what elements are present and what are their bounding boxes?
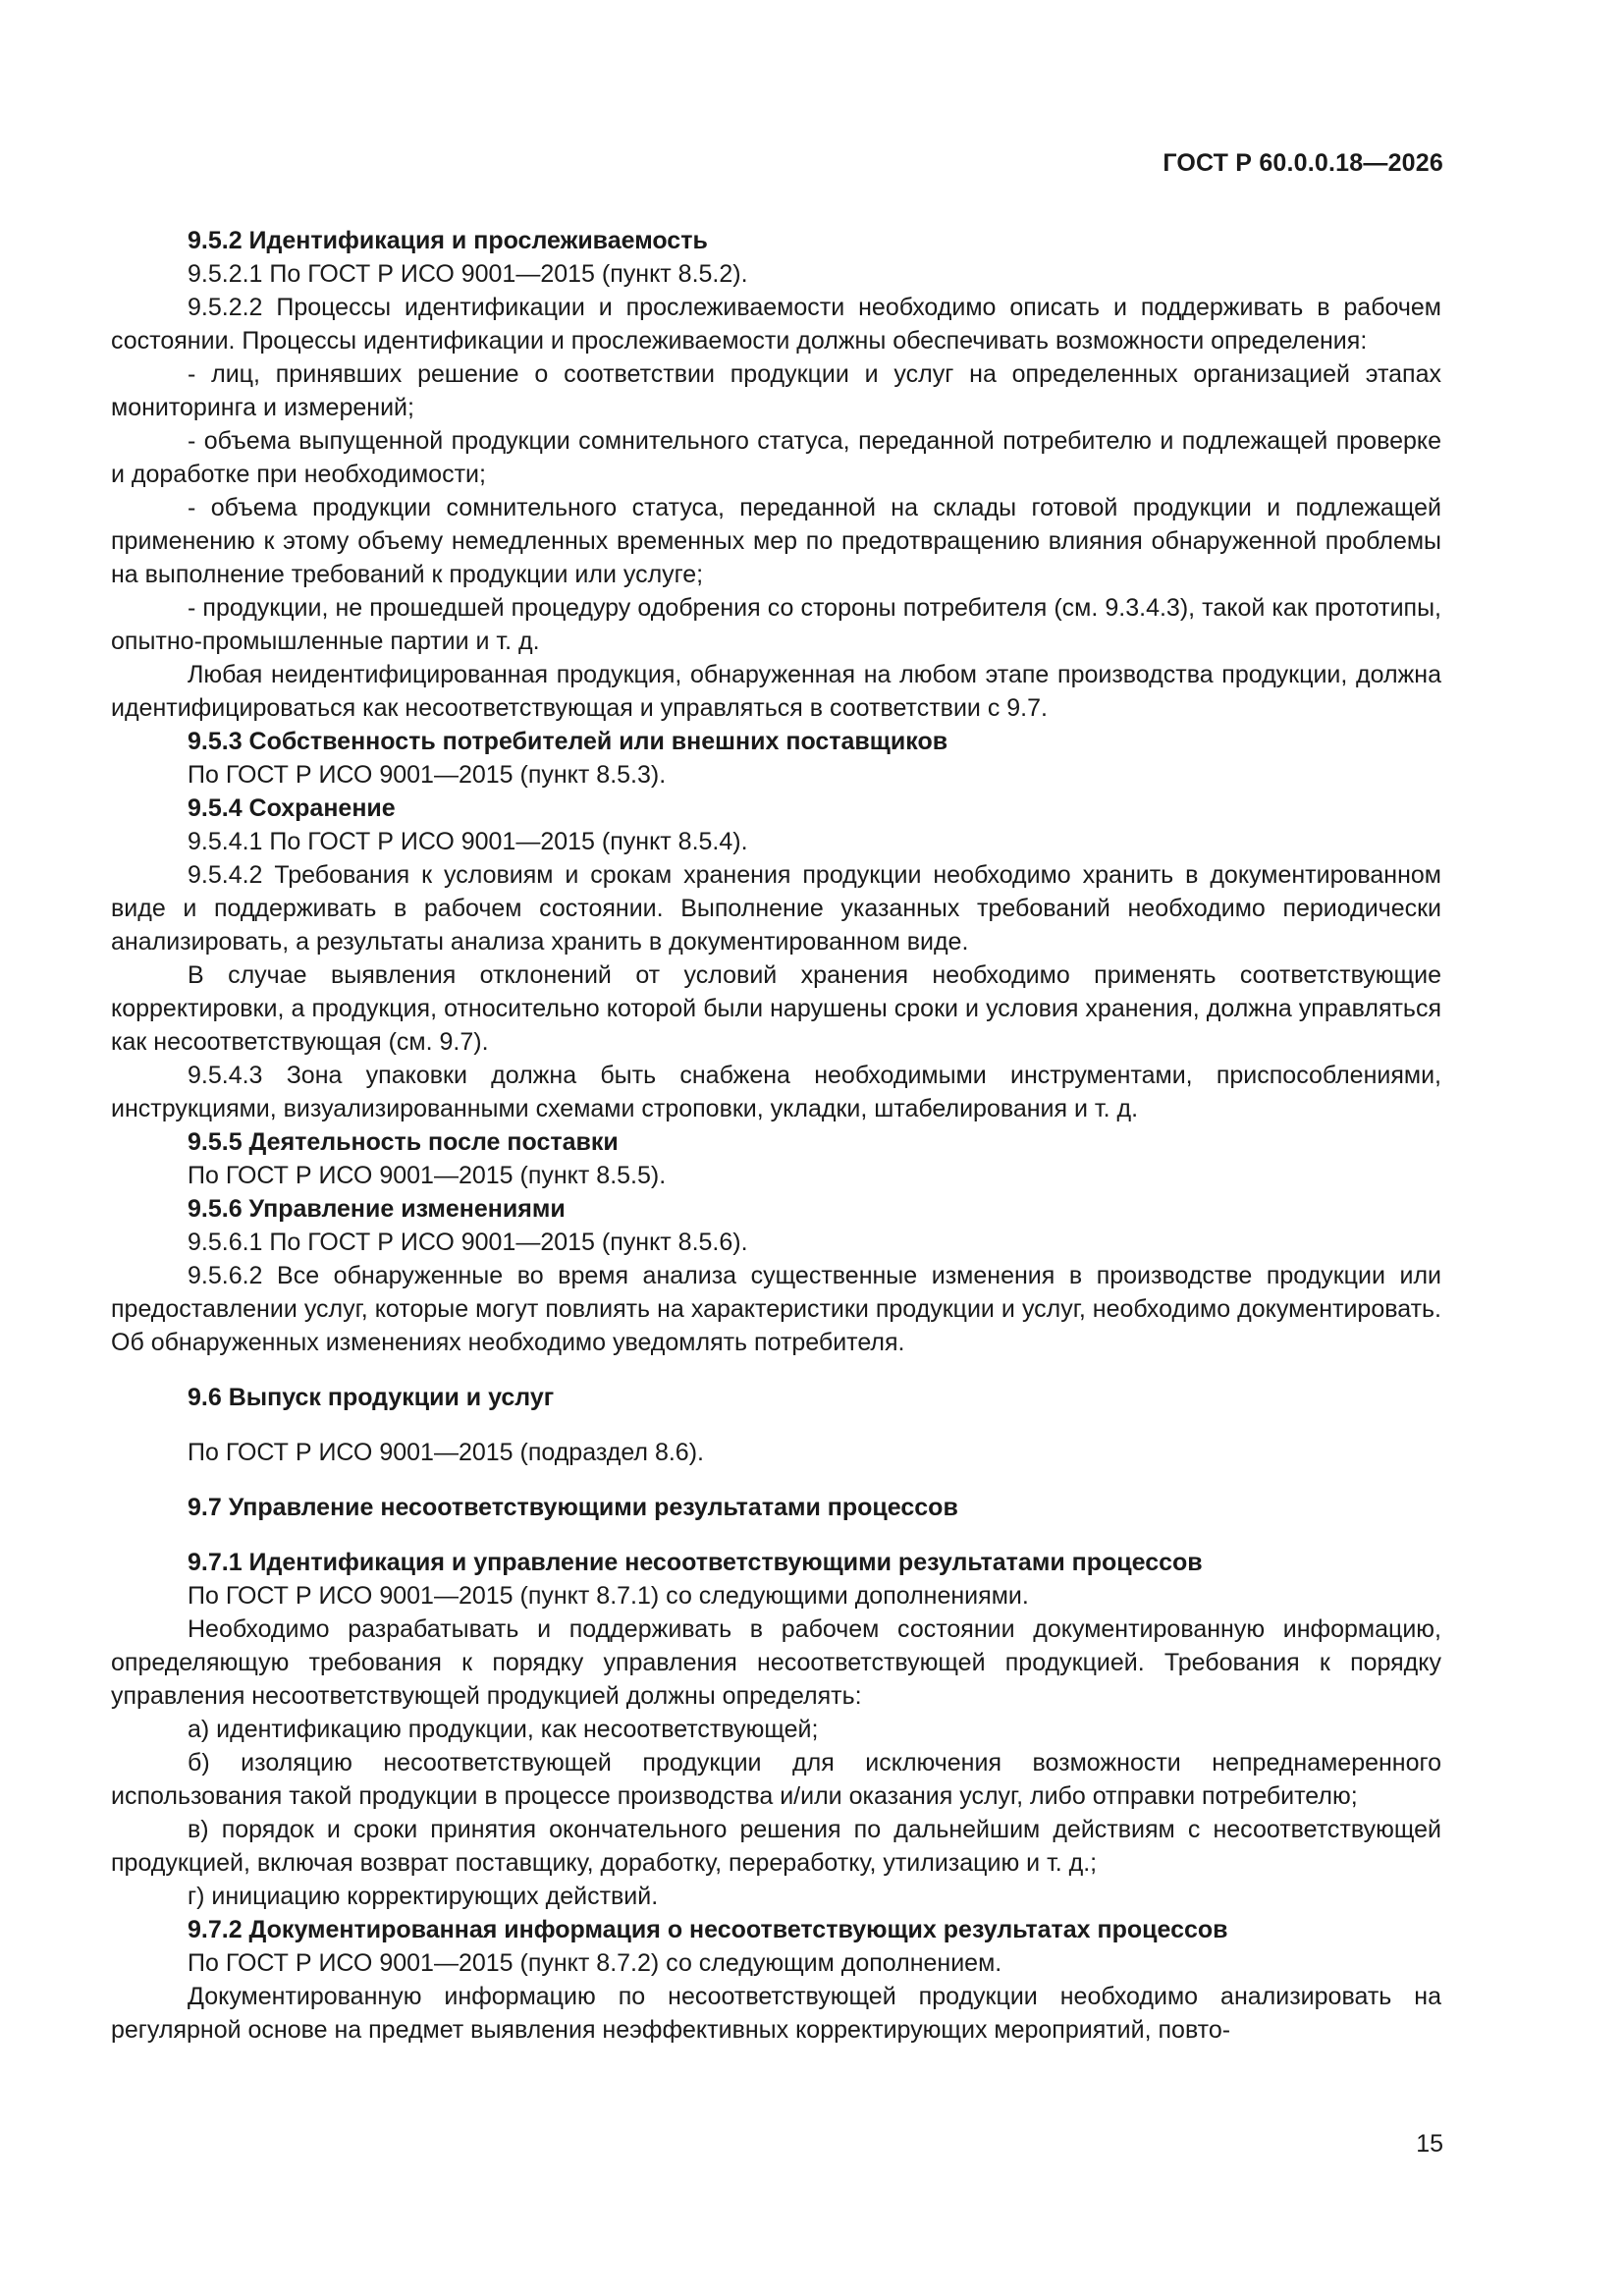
document-body <box>111 224 1441 2047</box>
document-header: ГОСТ Р 60.0.0.18—2026 <box>1163 149 1443 177</box>
paragraph: По ГОСТ Р ИСО 9001—2015 (пункт 8.5.5). <box>188 1162 667 1189</box>
section-heading: 9.5.2 Идентификация и прослеживаемость <box>188 227 708 254</box>
paragraph: г) инициацию корректирующих действий. <box>188 1883 659 1910</box>
paragraph: По ГОСТ Р ИСО 9001—2015 (пункт 8.7.1) со следующими дополнениями. <box>188 1582 1029 1610</box>
section-heading: 9.5.3 Собственность потребителей или внешних поставщиков <box>188 728 948 755</box>
section-heading: 9.6 Выпуск продукции и услуг <box>188 1384 555 1411</box>
paragraph: По ГОСТ Р ИСО 9001—2015 (пункт 8.5.3). <box>188 761 667 789</box>
section-heading: 9.7.1 Идентификация и управление несоответствующими результатами процессов <box>188 1549 1203 1576</box>
paragraph: В случае выявления отклонений от условий хранения необходимо применять соответствующие корректировки, а продукция, относительно которой были нарушены сроки и условия хранения, должна управляться как несоответствующая (см. 9.7). <box>111 961 1441 1056</box>
section-heading: 9.5.6 Управление изменениями <box>188 1195 566 1223</box>
paragraph: - объема продукции сомнительного статуса, переданной на склады готовой продукции и подлежащей применению к этому объему немедленных временных мер по предотвращению влияния обнаруженной проблемы на выполнение требований к продукции или услуге; <box>111 494 1441 588</box>
paragraph: в) порядок и сроки принятия окончательного решения по дальнейшим действиям с несоответствующей продукцией, включая возврат поставщику, доработку, переработку, утилизацию и т. д.; <box>111 1816 1441 1877</box>
paragraph: - лиц, принявших решение о соответствии продукции и услуг на определенных организацией этапах мониторинга и измерений; <box>111 360 1441 421</box>
paragraph: 9.5.2.2 Процессы идентификации и прослеживаемости необходимо описать и поддерживать в рабочем состоянии. Процессы идентификации и прослеживаемости должны обеспечивать возможности определения: <box>111 294 1441 355</box>
paragraph: а) идентификацию продукции, как несоответствующей; <box>188 1716 819 1743</box>
paragraph: Документированную информацию по несоответствующей продукции необходимо анализировать на регулярной основе на предмет выявления неэффективных корректирующих мероприятий, повто- <box>111 1983 1441 2044</box>
page-number: 15 <box>1416 2130 1443 2158</box>
paragraph: - продукции, не прошедшей процедуру одобрения со стороны потребителя (см. 9.3.4.3), такой как прототипы, опытно-промышленные партии и т. д. <box>111 594 1441 655</box>
paragraph: По ГОСТ Р ИСО 9001—2015 (пункт 8.7.2) со следующим дополнением. <box>188 1949 1002 1977</box>
paragraph: По ГОСТ Р ИСО 9001—2015 (подраздел 8.6). <box>188 1439 704 1466</box>
paragraph: - объема выпущенной продукции сомнительного статуса, переданной потребителю и подлежащей проверке и доработке при необходимости; <box>111 427 1441 488</box>
paragraph: Любая неидентифицированная продукция, обнаруженная на любом этапе производства продукции, должна идентифицироваться как несоответствующая и управляться в соответствии с 9.7. <box>111 661 1441 722</box>
paragraph: 9.5.4.1 По ГОСТ Р ИСО 9001—2015 (пункт 8.5.4). <box>188 828 748 855</box>
section-heading: 9.5.5 Деятельность после поставки <box>188 1128 619 1156</box>
section-heading: 9.5.4 Сохранение <box>188 794 396 822</box>
paragraph: 9.5.4.2 Требования к условиям и срокам хранения продукции необходимо хранить в документированном виде и поддерживать в рабочем состоянии. Выполнение указанных требований необходимо периодически анализировать, а результаты анализа хранить в документированном виде. <box>111 861 1441 956</box>
paragraph: б) изоляцию несоответствующей продукции для исключения возможности непреднамеренного использования такой продукции в процессе производства и/или оказания услуг, либо отправки потребителю; <box>111 1749 1441 1810</box>
section-heading: 9.7.2 Документированная информация о несоответствующих результатах процессов <box>188 1916 1228 1943</box>
paragraph: 9.5.2.1 По ГОСТ Р ИСО 9001—2015 (пункт 8.5.2). <box>188 260 748 288</box>
paragraph: 9.5.6.1 По ГОСТ Р ИСО 9001—2015 (пункт 8.5.6). <box>188 1229 748 1256</box>
paragraph: Необходимо разрабатывать и поддерживать в рабочем состоянии документированную информацию, определяющую требования к порядку управления несоответствующей продукцией. Требования к порядку управления несоответствующей продукцией должны определять: <box>111 1615 1441 1710</box>
paragraph: 9.5.4.3 Зона упаковки должна быть снабжена необходимыми инструментами, приспособлениями, инструкциями, визуализированными схемами строповки, укладки, штабелирования и т. д. <box>111 1062 1441 1122</box>
section-heading: 9.7 Управление несоответствующими результатами процессов <box>188 1494 958 1521</box>
paragraph: 9.5.6.2 Все обнаруженные во время анализа существенные изменения в производстве продукции или предоставлении услуг, которые могут повлиять на характеристики продукции и услуг, необходимо документировать. Об обнаруженных изменениях необходимо уведомлять потребителя. <box>111 1262 1441 1356</box>
